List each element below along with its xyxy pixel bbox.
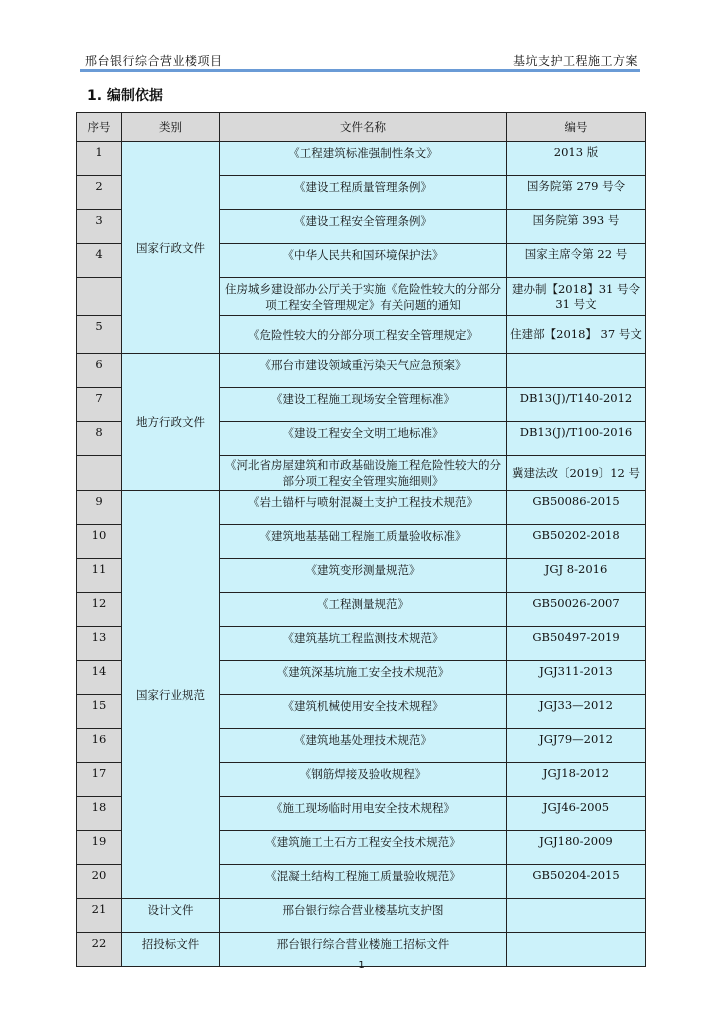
row-no: 15 — [77, 695, 122, 729]
row-code: 住建部【2018】 37 号文 — [507, 316, 646, 354]
row-no — [77, 456, 122, 491]
header-document-title: 基坑支护工程施工方案 — [512, 54, 638, 68]
header-code: 编号 — [507, 113, 646, 142]
row-name: 《中华人民共和国环境保护法》 — [220, 244, 507, 278]
row-name: 《邢台市建设领域重污染天气应急预案》 — [220, 354, 507, 388]
row-no: 20 — [77, 865, 122, 899]
row-name: 《危险性较大的分部分项工程安全管理规定》 — [220, 316, 507, 354]
row-name: 《建设工程安全文明工地标准》 — [220, 422, 507, 456]
row-name: 《钢筋焊接及验收规程》 — [220, 763, 507, 797]
category-design: 设计文件 — [122, 899, 220, 933]
row-code: JGJ180-2009 — [507, 831, 646, 865]
row-code: JGJ 8-2016 — [507, 559, 646, 593]
row-code: 国务院第 279 号令 — [507, 176, 646, 210]
row-no: 4 — [77, 244, 122, 278]
header-category: 类别 — [122, 113, 220, 142]
row-no: 12 — [77, 593, 122, 627]
row-name: 《工程建筑标准强制性条文》 — [220, 142, 507, 176]
row-no: 6 — [77, 354, 122, 388]
row-no: 22 — [77, 933, 122, 967]
category-local-admin: 地方行政文件 — [122, 354, 220, 491]
row-code: JGJ79—2012 — [507, 729, 646, 763]
basis-table — [76, 112, 646, 967]
row-code: GB50202-2018 — [507, 525, 646, 559]
row-name: 《建筑机械使用安全技术规程》 — [220, 695, 507, 729]
row-code: GB50086-2015 — [507, 491, 646, 525]
row-no: 13 — [77, 627, 122, 661]
row-name: 《工程测量规范》 — [220, 593, 507, 627]
row-code: DB13(J)/T100-2016 — [507, 422, 646, 456]
row-name: 《建设工程安全管理条例》 — [220, 210, 507, 244]
row-no: 18 — [77, 797, 122, 831]
row-name: 《建筑深基坑施工安全技术规范》 — [220, 661, 507, 695]
row-no: 5 — [77, 316, 122, 354]
row-code — [507, 899, 646, 933]
row-no: 1 — [77, 142, 122, 176]
table-row — [77, 354, 646, 388]
row-no: 19 — [77, 831, 122, 865]
row-name: 住房城乡建设部办公厅关于实施《危险性较大的分部分项工程安全管理规定》有关问题的通知 — [220, 278, 507, 316]
row-no: 7 — [77, 388, 122, 422]
row-code: 国务院第 393 号 — [507, 210, 646, 244]
row-code: 国家主席令第 22 号 — [507, 244, 646, 278]
header-no: 序号 — [77, 113, 122, 142]
row-code: 冀建法改〔2019〕12 号 — [507, 456, 646, 491]
category-national-admin: 国家行政文件 — [122, 142, 220, 354]
row-name: 邢台银行综合营业楼基坑支护图 — [220, 899, 507, 933]
row-name: 《建筑地基处理技术规范》 — [220, 729, 507, 763]
row-code: DB13(J)/T140-2012 — [507, 388, 646, 422]
row-no: 11 — [77, 559, 122, 593]
page-number: 1 — [358, 960, 365, 971]
row-name: 邢台银行综合营业楼施工招标文件 — [220, 933, 507, 967]
row-name: 《岩土锚杆与喷射混凝土支护工程技术规范》 — [220, 491, 507, 525]
row-name: 《建设工程施工现场安全管理标准》 — [220, 388, 507, 422]
row-no: 9 — [77, 491, 122, 525]
row-code: JGJ18-2012 — [507, 763, 646, 797]
table-header-row — [77, 113, 646, 142]
row-name: 《建筑基坑工程监测技术规范》 — [220, 627, 507, 661]
category-industry-standards: 国家行业规范 — [122, 491, 220, 899]
category-bidding: 招投标文件 — [122, 933, 220, 967]
row-no: 17 — [77, 763, 122, 797]
row-code: 建办制【2018】31 号令 31 号文 — [507, 278, 646, 316]
row-no: 10 — [77, 525, 122, 559]
row-no: 14 — [77, 661, 122, 695]
row-name: 《建筑地基基础工程施工质量验收标准》 — [220, 525, 507, 559]
row-name: 《施工现场临时用电安全技术规程》 — [220, 797, 507, 831]
row-name: 《建筑变形测量规范》 — [220, 559, 507, 593]
row-no — [77, 278, 122, 316]
row-code: JGJ46-2005 — [507, 797, 646, 831]
header-project-name: 邢台银行综合营业楼项目 — [85, 54, 223, 68]
row-name: 《河北省房屋建筑和市政基础设施工程危险性较大的分部分项工程安全管理实施细则》 — [220, 456, 507, 491]
row-code: JGJ311-2013 — [507, 661, 646, 695]
row-name: 《建设工程质量管理条例》 — [220, 176, 507, 210]
row-no: 2 — [77, 176, 122, 210]
section-title: 1. 编制依据 — [87, 88, 163, 104]
row-no: 3 — [77, 210, 122, 244]
row-code: GB50026-2007 — [507, 593, 646, 627]
row-code: GB50204-2015 — [507, 865, 646, 899]
table-row — [77, 491, 646, 525]
row-no: 16 — [77, 729, 122, 763]
table-row — [77, 142, 646, 176]
header-divider — [80, 69, 640, 72]
row-no: 8 — [77, 422, 122, 456]
row-name: 《建筑施工土石方工程安全技术规范》 — [220, 831, 507, 865]
row-code: 2013 版 — [507, 142, 646, 176]
table-row — [77, 899, 646, 933]
row-no: 21 — [77, 899, 122, 933]
header-document-name: 文件名称 — [220, 113, 507, 142]
row-code: GB50497-2019 — [507, 627, 646, 661]
row-name: 《混凝土结构工程施工质量验收规范》 — [220, 865, 507, 899]
row-code — [507, 354, 646, 388]
row-code: JGJ33—2012 — [507, 695, 646, 729]
